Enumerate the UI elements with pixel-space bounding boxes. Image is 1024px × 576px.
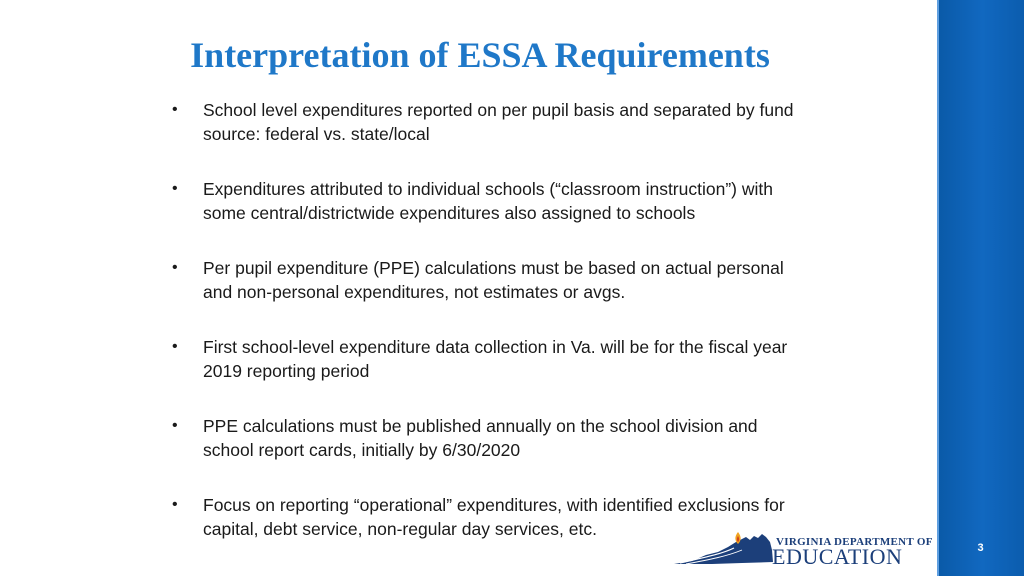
virginia-state-torch-icon: [672, 528, 776, 568]
bullet-text: First school-level expenditure data collection in Va. will be for the fiscal year 2019 reporting period: [203, 337, 788, 381]
bullet-list: [170, 98, 810, 572]
sidebar-bar: [937, 0, 1024, 576]
bullet-item: [170, 98, 810, 146]
bullet-text: Focus on reporting “operational” expenditures, with identified exclusions for capital, debt service, non-regular day services, etc.: [203, 495, 785, 539]
vdoe-logo: [672, 528, 933, 569]
page-number: 3: [977, 542, 984, 554]
bullet-text: School level expenditures reported on per pupil basis and separated by fund source: federal vs. state/local: [203, 100, 794, 144]
bullet-item: [170, 414, 810, 462]
slide-title: Interpretation of ESSA Requirements: [190, 35, 770, 75]
bullet-marker: •: [172, 496, 178, 513]
bullet-marker: •: [172, 180, 178, 197]
bullet-marker: •: [172, 338, 178, 355]
bullet-marker: •: [172, 259, 178, 276]
logo-line-1: VIRGINIA DEPARTMENT OF: [776, 536, 933, 548]
bullet-marker: •: [172, 417, 178, 434]
bullet-text: Per pupil expenditure (PPE) calculations must be based on actual personal and non-personal expenditures, not estimates or avgs.: [203, 258, 784, 302]
bullet-text: Expenditures attributed to individual schools (“classroom instruction”) with some central/districtwide expenditures also assigned to schools: [203, 179, 773, 223]
bullet-item: [170, 335, 810, 383]
bullet-text: PPE calculations must be published annually on the school division and school report cards, initially by 6/30/2020: [203, 416, 758, 460]
bullet-item: [170, 177, 810, 225]
bullet-item: [170, 256, 810, 304]
logo-line-2: EDUCATION: [772, 544, 903, 569]
bullet-marker: •: [172, 101, 178, 118]
